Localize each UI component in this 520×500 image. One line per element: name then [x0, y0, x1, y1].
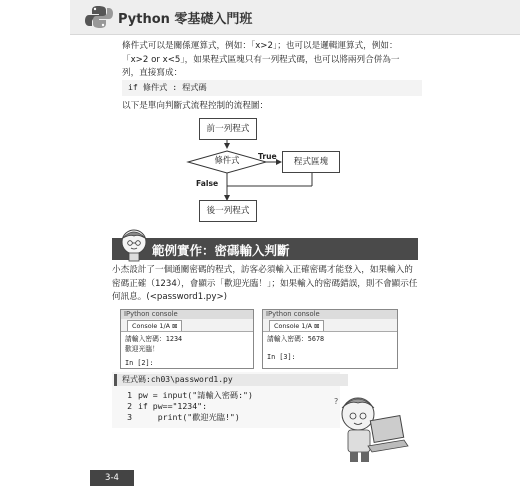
line-number: 2 — [127, 401, 132, 411]
code-line — [118, 412, 253, 423]
section-title: 範例實作：密碼輸入判斷 — [152, 243, 290, 258]
console-tab-label: Console 1/A — [274, 322, 312, 330]
console-tab[interactable] — [269, 320, 324, 331]
section-description: 小杰設計了一個通關密碼的程式，訪客必須輸入正確密碼才能登入，如果輸入的密碼正確（1234），會顯示「歡迎光臨！」；如果輸入的密碼錯誤，則不會顯示任何訊息。(<password1.py>) — [112, 265, 418, 302]
console-line: 請輸入密碼：1234 — [125, 335, 183, 343]
flowchart-intro: 以下是單向判斷式流程控制的流程圖： — [122, 101, 269, 111]
code-listing-title: 程式碼:ch03\password1.py — [114, 374, 348, 386]
page-number: 3-4 — [90, 470, 134, 486]
line-number: 1 — [127, 390, 132, 400]
console-output — [263, 332, 397, 364]
flow-box-previous: 前一列程式 — [199, 118, 257, 140]
close-icon[interactable]: ⊠ — [172, 322, 178, 330]
ipython-console-1 — [120, 309, 254, 369]
console-output — [121, 332, 253, 370]
syntax-line: if 條件式 : 程式碼 — [122, 80, 422, 96]
code-line — [118, 401, 253, 412]
flow-box-block: 程式區塊 — [282, 151, 340, 173]
book-title: Python 零基礎入門班 — [118, 12, 253, 27]
code-text: pw = input("請輸入密碼:") — [138, 390, 253, 400]
console-tab-label: Console 1/A — [132, 322, 170, 330]
console-tab[interactable] — [127, 320, 182, 331]
ipython-console-2 — [262, 309, 398, 369]
console-window-title: IPython console — [121, 310, 253, 319]
console-line: 歡迎光臨！ — [125, 345, 159, 353]
console-prompt: In [2]: — [125, 359, 154, 367]
flow-true-label: True — [258, 152, 277, 161]
console-window-title: IPython console — [263, 310, 397, 319]
code-text: if pw=="1234": — [138, 401, 208, 411]
console-tab-row — [263, 319, 397, 332]
svg-text:?: ? — [334, 397, 339, 406]
code-lines — [118, 390, 253, 423]
code-line — [118, 390, 253, 401]
flow-decision-label: 條件式 — [214, 155, 240, 165]
flow-box-next: 後一列程式 — [199, 200, 257, 222]
console-line — [267, 344, 393, 352]
flow-false-label: False — [196, 179, 219, 188]
close-icon[interactable]: ⊠ — [314, 322, 320, 330]
student-mascot-icon — [118, 226, 150, 262]
code-text: print("歡迎光臨!") — [138, 412, 240, 422]
console-line: 請輸入密碼：5678 — [267, 335, 325, 343]
intro-paragraph: 條件式可以是關係運算式，例如：「x>2」；也可以是邏輯運算式，例如：「x>2 or x<5」，如果程式區塊只有一列程式碼，也可以將兩列合併為一列，直接寫成： — [122, 41, 400, 78]
console-tab-row — [121, 319, 253, 332]
mascot-laptop-icon — [330, 390, 410, 466]
line-number: 3 — [127, 412, 132, 422]
python-logo-icon — [84, 4, 114, 30]
console-prompt: In [3]: — [267, 353, 296, 361]
